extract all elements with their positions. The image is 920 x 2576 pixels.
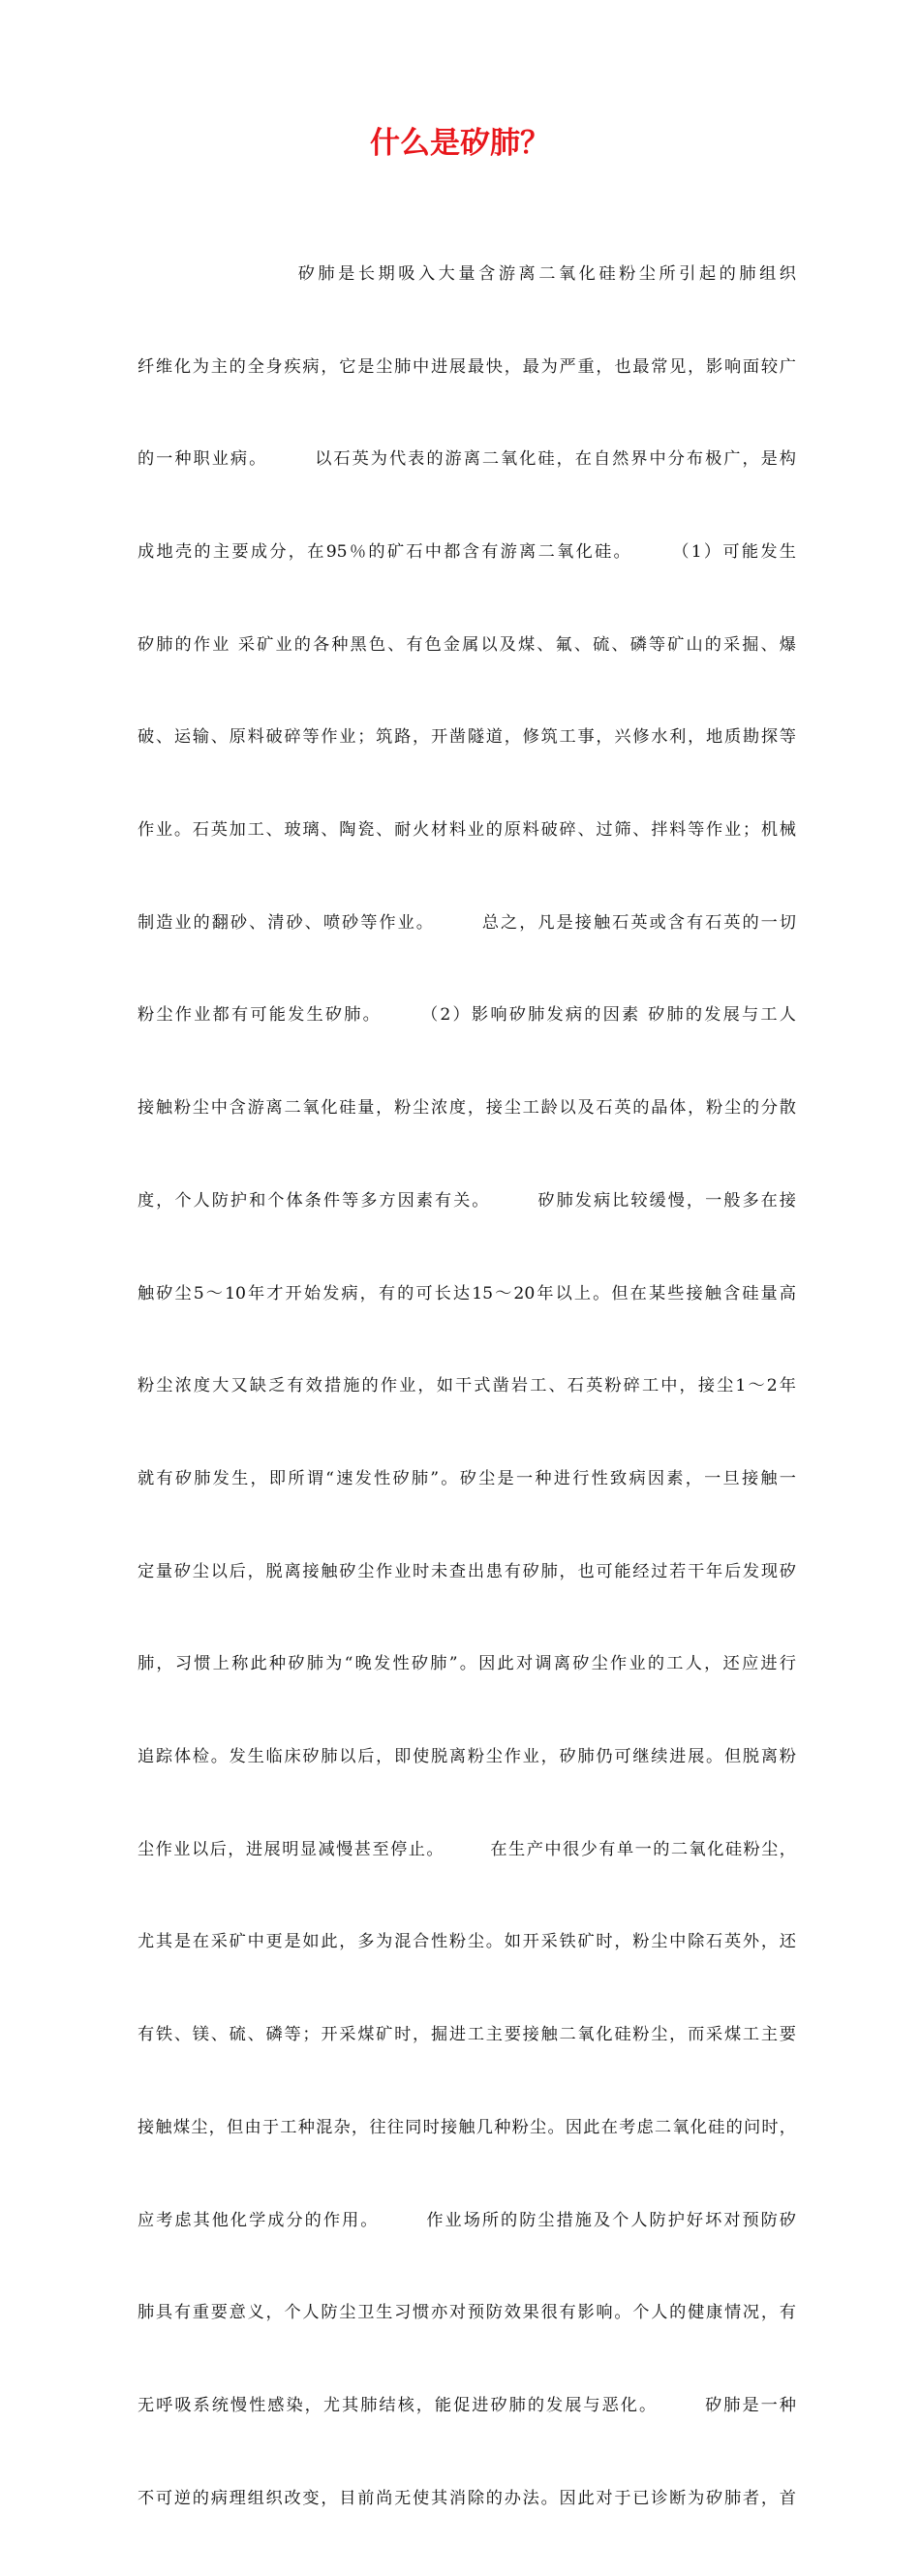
- body-line-2: 纤维化为主的全身疾病，它是尘肺中进展最快，最为严重，也最常见，影响面较广: [138, 356, 796, 377]
- body-line-23: 肺具有重要意义，个人防尘卫生习惯亦对预防效果很有影响。个人的健康情况，有: [138, 2303, 796, 2323]
- body-line-11: 度，个人防护和个体条件等多方因素有关。 矽肺发病比较缓慢，一般多在接: [138, 1190, 796, 1211]
- body-line-24: 无呼吸系统慢性感染，尤其肺结核，能促进矽肺的发展与恶化。 矽肺是一种: [138, 2395, 796, 2415]
- body-line-4: 成地壳的主要成分，在95％的矿石中都含有游离二氧化硅。 （1）可能发生: [138, 541, 796, 562]
- body-line-16: 肺，习惯上称此种矽肺为“晚发性矽肺”。因此对调离矽尘作业的工人，还应进行: [138, 1654, 796, 1674]
- body-line-17: 追踪体检。发生临床矽肺以后，即使脱离粉尘作业，矽肺仍可继续进展。但脱离粉: [138, 1747, 796, 1767]
- body-line-3: 的一种职业病。 以石英为代表的游离二氧化硅，在自然界中分布极广，是构: [138, 449, 796, 470]
- page-title: 什么是矽肺？: [370, 126, 550, 161]
- body-line-21: 接触煤尘，但由于工种混杂，往往同时接触几种粉尘。因此在考虑二氧化硅的问时，: [138, 2117, 796, 2137]
- body-line-25: 不可逆的病理组织改变，目前尚无使其消除的办法。因此对于已诊断为矽肺者，首: [138, 2488, 796, 2508]
- body-line-1: 矽肺是长期吸入大量含游离二氧化硅粉尘所引起的肺组织: [138, 263, 796, 284]
- body-line-18: 尘作业以后，进展明显减慢甚至停止。 在生产中很少有单一的二氧化硅粉尘，: [138, 1839, 796, 1859]
- body-line-10: 接触粉尘中含游离二氧化硅量，粉尘浓度，接尘工龄以及石英的晶体，粉尘的分散: [138, 1098, 796, 1119]
- body-line-12: 触矽尘5～10年才开始发病，有的可长达15～20年以上。但在某些接触含硅量高: [138, 1283, 796, 1303]
- body-line-14: 就有矽肺发生，即所谓“速发性矽肺”。矽尘是一种进行性致病因素，一旦接触一: [138, 1468, 796, 1488]
- body-line-7: 作业。石英加工、玻璃、陶瓷、耐火材料业的原料破碎、过筛、拌料等作业；机械: [138, 820, 796, 841]
- body-line-13: 粉尘浓度大又缺乏有效措施的作业，如干式凿岩工、石英粉碎工中，接尘1～2年: [138, 1376, 796, 1396]
- body-line-19: 尤其是在采矿中更是如此，多为混合性粉尘。如开采铁矿时，粉尘中除石英外，还: [138, 1932, 796, 1952]
- body-line-8: 制造业的翻砂、清砂、喷砂等作业。 总之，凡是接触石英或含有石英的一切: [138, 912, 796, 933]
- article-body: [138, 198, 796, 2576]
- body-line-20: 有铁、镁、硫、磷等；开采煤矿时，掘进工主要接触二氧化硅粉尘，而采煤工主要: [138, 2025, 796, 2045]
- body-line-6: 破、运输、原料破碎等作业；筑路，开凿隧道，修筑工事，兴修水利，地质勘探等: [138, 727, 796, 748]
- body-line-22: 应考虑其他化学成分的作用。 作业场所的防尘措施及个人防护好坏对预防矽: [138, 2210, 796, 2230]
- body-line-5: 矽肺的作业 采矿业的各种黑色、有色金属以及煤、氟、硫、磷等矿山的采掘、爆: [138, 634, 796, 655]
- body-line-9: 粉尘作业都有可能发生矽肺。 （2）影响矽肺发病的因素 矽肺的发展与工人: [138, 1005, 796, 1026]
- body-line-15: 定量矽尘以后，脱离接触矽尘作业时未查出患有矽肺，也可能经过若干年后发现矽: [138, 1561, 796, 1581]
